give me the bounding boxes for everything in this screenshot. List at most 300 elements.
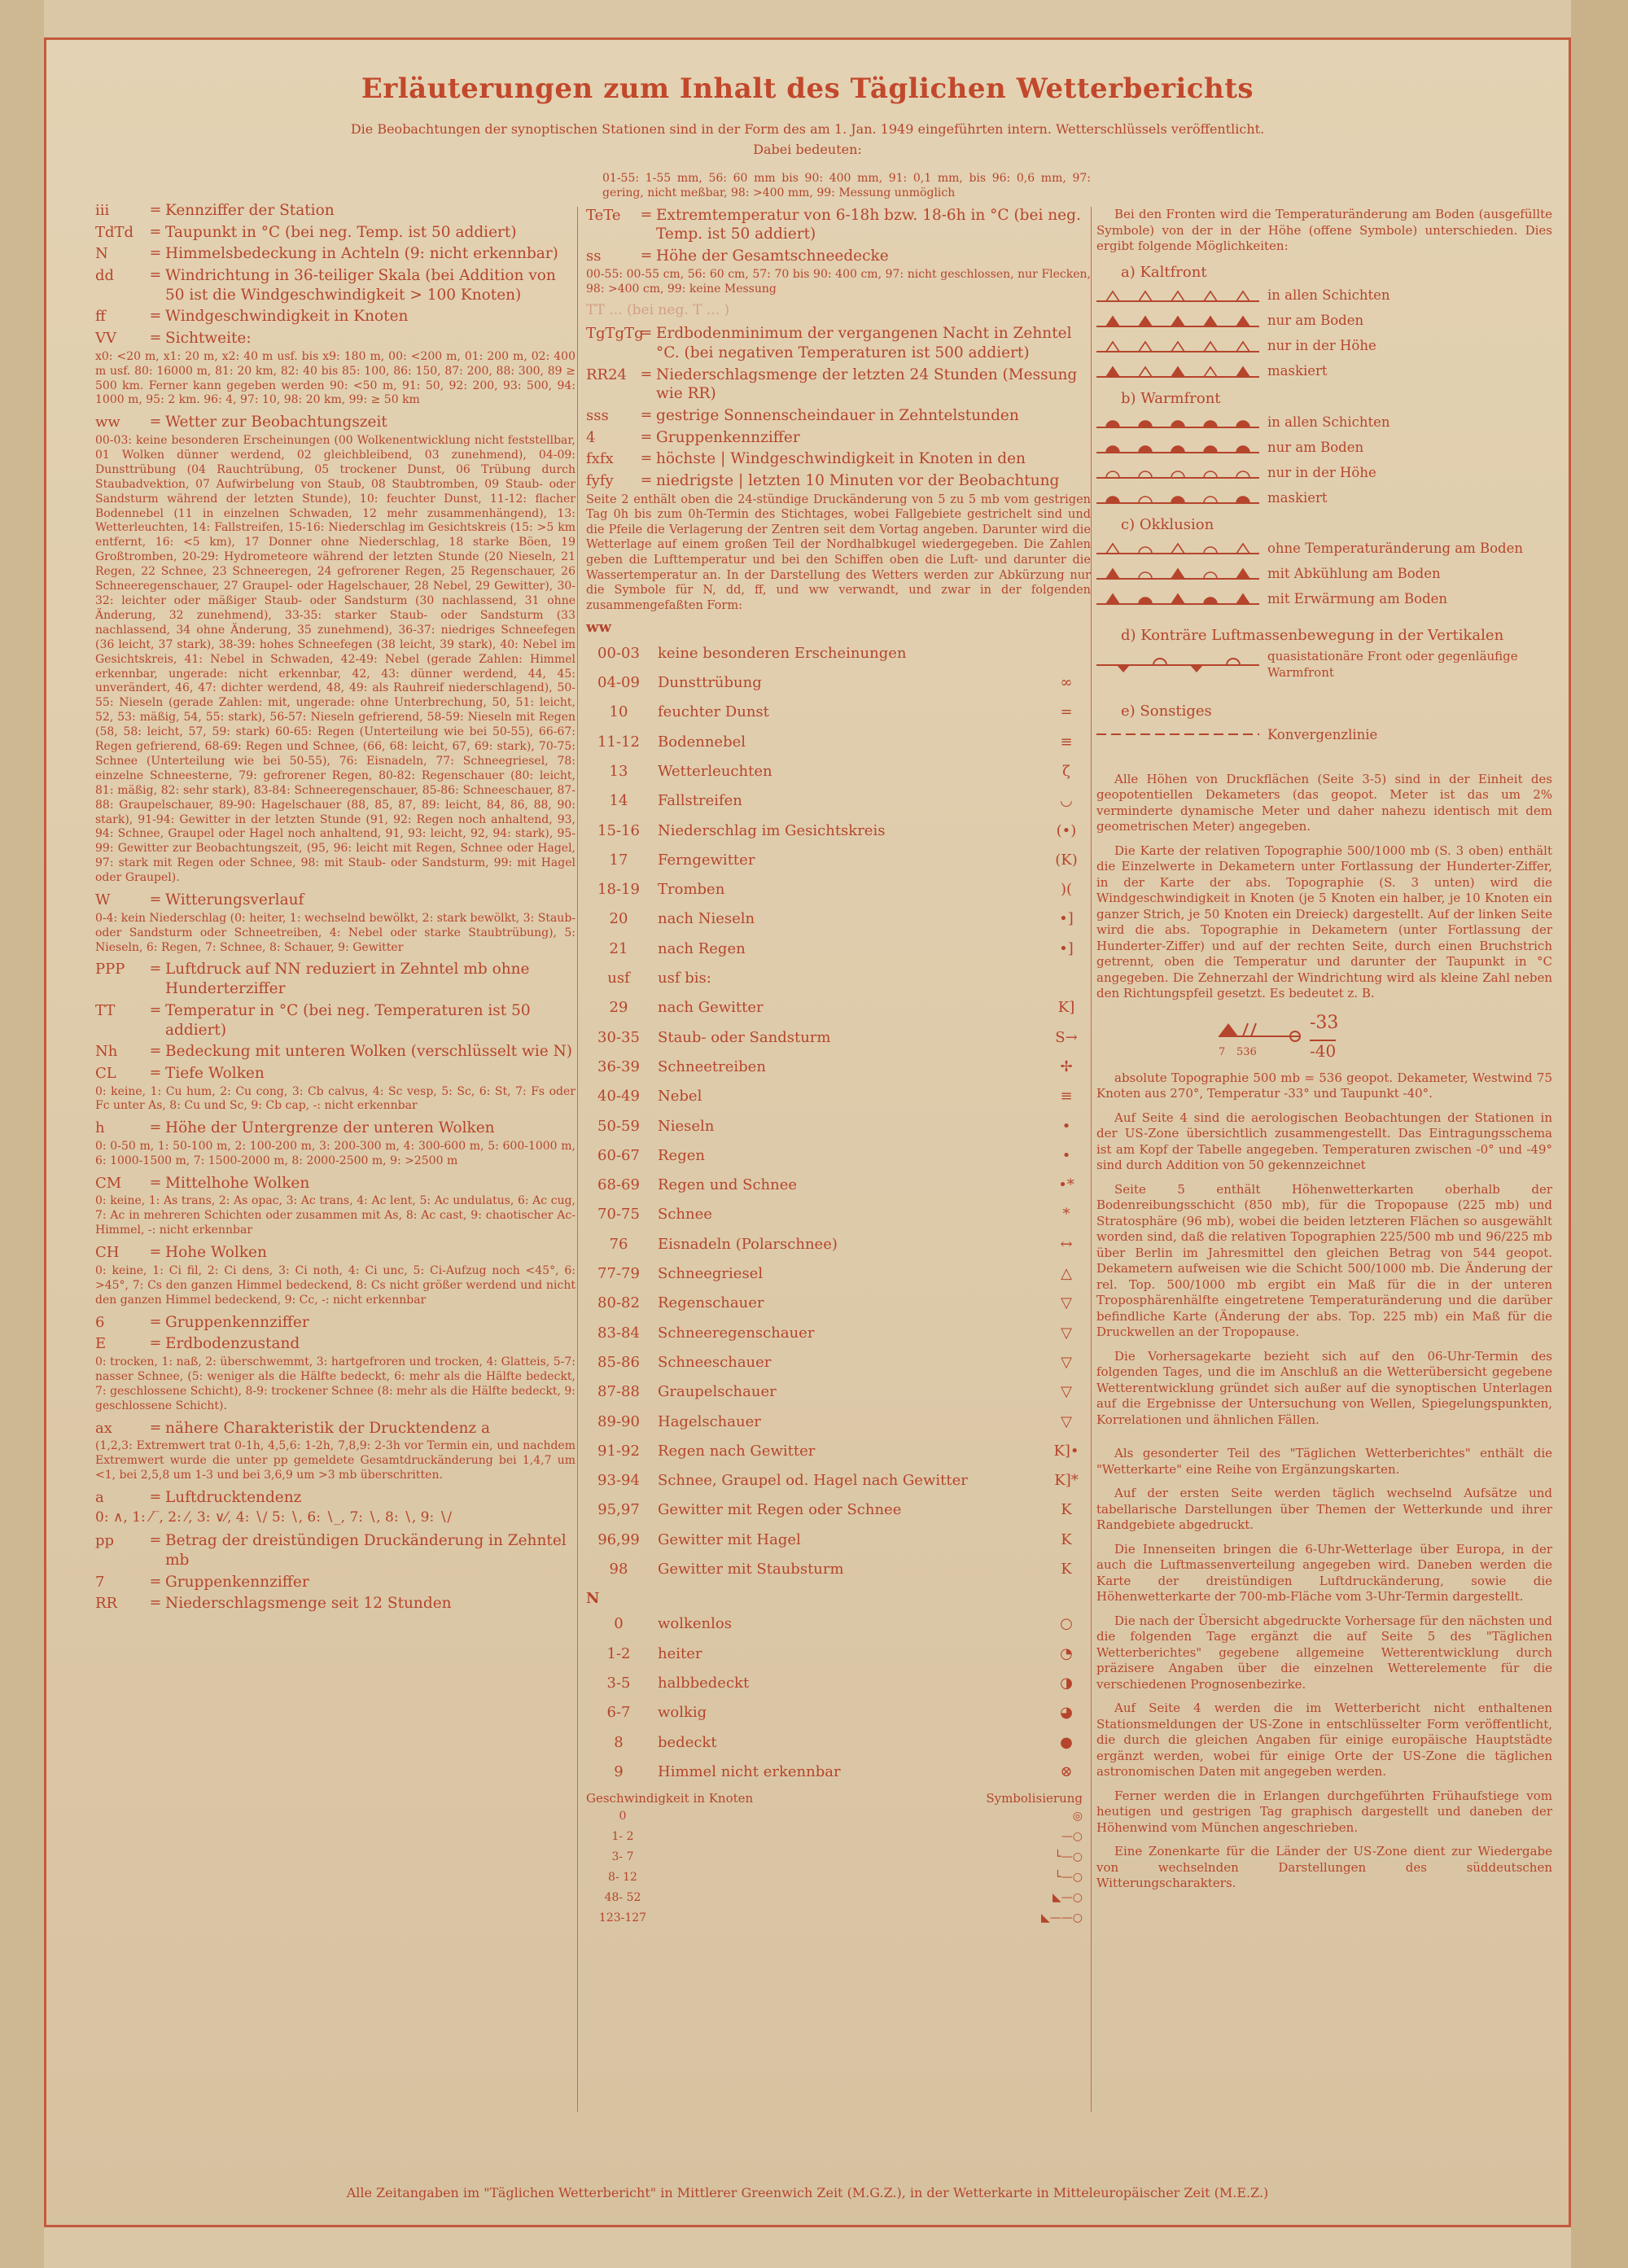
code-number: 40-49 <box>597 1088 640 1106</box>
front-label: nur am Boden <box>1267 439 1364 455</box>
code-entry-CH: CH = Hohe Wolken <box>95 1243 575 1263</box>
weather-symbol-icon: • <box>1061 1117 1071 1135</box>
occlusion-front-row <box>1096 586 1552 611</box>
code-definition: höchste | Windgeschwindigkeit in Knoten in den <box>656 450 1026 468</box>
ss-explanation: 00-55: 00-55 cm, 56: 60 cm, 57: 70 bis 90: 400 cm, 97: nicht geschlossen, nur Flecken, 98: >400 cm, 99: keine Messung <box>586 267 1091 296</box>
page-edge-left <box>0 0 44 2268</box>
faded-entry: TT ... (bei neg. T ... ) <box>586 301 730 318</box>
ww-row <box>586 904 1091 934</box>
code-meaning: Regenschauer <box>658 1294 764 1312</box>
code-symbol: dd <box>95 267 115 285</box>
equals-sign: = <box>149 202 162 218</box>
front-label: nur in der Höhe <box>1267 338 1376 354</box>
code-definition: Betrag der dreistündigen Druckänderung in Zehntel mb <box>165 1532 567 1570</box>
equals-sign: = <box>640 325 653 342</box>
equals-sign: = <box>149 1043 162 1060</box>
code-number: 98 <box>609 1561 628 1578</box>
code-entry <box>95 223 575 243</box>
ww-row <box>586 1347 1091 1377</box>
code-entries-top <box>95 201 575 348</box>
cold-front-heading: a) Kaltfront <box>1121 263 1207 281</box>
code-entry <box>95 329 575 348</box>
cold-front-row <box>1096 334 1552 359</box>
h-explanation: 0: 0-50 m, 1: 50-100 m, 2: 100-200 m, 3: 200-300 m, 4: 300-600 m, 5: 600-1000 m, 6: 1000-1500 m, 7: 1500-2000 m, 8: 2000-2500 m, 9: >2500 m <box>95 1140 575 1167</box>
wind-row <box>586 1868 1091 1889</box>
code-definition: Windgeschwindigkeit in Knoten <box>165 308 409 326</box>
wind-speed: 8- 12 <box>608 1871 637 1885</box>
paragraph-7: Als gesonderter Teil des "Täglichen Wetterberichtes" enthält die "Wetterkarte" eine Reihe von Ergänzungskarten. <box>1096 1446 1552 1477</box>
wind-row <box>586 1848 1091 1868</box>
code-definition: Luftdruck auf NN reduziert in Zehntel mb ohne Hunderterziffer <box>165 961 530 998</box>
code-symbol: 4 <box>586 428 596 446</box>
ww-row <box>586 756 1091 786</box>
paragraph-3: absolute Topographie 500 mb = 536 geopot. Dekameter, Westwind 75 Knoten aus 270°, Temperatur -33° und Taupunkt -40°. <box>1096 1070 1552 1101</box>
front-label: mit Erwärmung am Boden <box>1267 590 1448 606</box>
paragraph-2: Die Karte der relativen Topographie 500/1000 mb (S. 3 oben) enthält die Einzelwerte in Dekametern unter Fortlassung der Hunderter-Ziffer, in der Karte der abs. Topographie (S. 3 unten) wird die Windgeschwindigkeit in Knoten (je 5 Knoten ein halber, je 10 Knoten ein ganzer Strich, je 50 Knoten ein Dreieck) dargestellt. Auf der linken Seite wird die abs. Topographie in Dekametern (unter Fortlassung der Hunderter-Ziffer) und auf der rechten Seite, durch einen Bruchstrich getrennt, oben die Temperatur und darunter der Taupunkt in °C angegeben. Die Zehnerzahl der Windrichtung wird als kleine Zahl neben den Richtungspfeil gesetzt. Es bedeutet z. B. <box>1096 843 1552 1001</box>
code-meaning: Schneeregenschauer <box>658 1324 815 1342</box>
code-entry <box>95 266 575 304</box>
code-number: 93-94 <box>597 1472 640 1490</box>
code-entry-h: h = Höhe der Untergrenze der unteren Wolken <box>95 1119 575 1138</box>
code-meaning: Schnee <box>658 1206 712 1224</box>
CM-explanation: 0: keine, 1: As trans, 2: As opac, 3: Ac trans, 4: Ac lent, 5: Ac undulatus, 6: Ac cug, 7: Ac in mehreren Schichten oder zusammen mit As, 8: Ac cast, 9: chaotischer Ac-Himmel, -: nicht erkennbar <box>95 1194 575 1237</box>
code-definition: Himmelsbedeckung in Achteln (9: nicht erkennbar) <box>165 245 558 263</box>
code-entry <box>586 324 1091 362</box>
equals-sign: = <box>640 366 653 383</box>
code-number: 9 <box>614 1762 624 1780</box>
code-number: 36-39 <box>597 1057 640 1075</box>
code-definition: Witterungsverlauf <box>165 891 304 909</box>
CL-explanation: 0: keine, 1: Cu hum, 2: Cu cong, 3: Cb calvus, 4: Sc vesp, 5: Sc, 6: St, 7: Fs oder Fc unter As, 8: Cu und Sc, 9: Cb cap, -: nicht erkennbar <box>95 1084 575 1113</box>
code-number: 77-79 <box>597 1265 640 1283</box>
convergence-row <box>1096 722 1552 747</box>
code-meaning: Fallstreifen <box>658 792 742 810</box>
wind-row <box>586 1889 1091 1909</box>
cloud-cover-row <box>586 1668 1091 1697</box>
wind-barb-icon: —○ <box>1061 1830 1083 1844</box>
equals-sign: = <box>149 223 162 240</box>
paragraph-11: Auf Seite 4 werden die im Wetterbericht nicht enthaltenen Stationsmeldungen der US-Zone in entschlüsselter Form veröffentlicht, die durch die gleichen Angaben für einige europäische Hauptstädte ergänzt werden, wobei für einige Orte der US-Zone die täglichen astronomischen Daten mit angegeben werden. <box>1096 1701 1552 1780</box>
code-symbol: TdTd <box>95 223 134 241</box>
code-entry <box>586 428 1091 448</box>
code-entry <box>95 1042 575 1062</box>
wind-speed: 3- 7 <box>611 1850 634 1864</box>
code-symbol: 6 <box>95 1313 105 1331</box>
code-meaning: Staub- oder Sandsturm <box>658 1028 831 1046</box>
occlusion-legend <box>1096 536 1552 611</box>
code-symbol: h <box>95 1119 105 1137</box>
equals-sign: = <box>149 1064 162 1081</box>
weather-symbol-icon: •] <box>1059 939 1074 957</box>
code-definition: Gruppenkennziffer <box>165 1573 309 1591</box>
weather-symbol-icon: ◑ <box>1060 1674 1073 1692</box>
code-meaning: feuchter Dunst <box>658 703 769 721</box>
front-label: ohne Temperaturänderung am Boden <box>1267 540 1524 556</box>
code-definition: niedrigste | letzten 10 Minuten vor der Beobachtung <box>656 472 1060 490</box>
weather-symbol-icon: ▽ <box>1061 1383 1072 1401</box>
vv-explanation: x0: <20 m, x1: 20 m, x2: 40 m usf. bis x9: 180 m, 00: <200 m, 01: 200 m, 02: 400 m usf. 80: 16000 m, 81: 20 km, 82: 40 bis 85: 100, 86: 150, 87: 200, 88: 300, 89 ≥ 500 km. Ferner kann gegeben werden 90: <50 m, 91: 50, 92: 200, 93: 500, 94: 1000 m, 95: 2 km. 96: 4, 97: 10, 98: 20 km, 99: ≥ 50 km <box>95 349 575 407</box>
wind-speed: 123-127 <box>598 1911 647 1925</box>
cold-front-icon <box>1096 362 1259 380</box>
a-tendency-symbols: 0: ∧, 1: ⁄‾, 2: ⁄, 3: ∨⁄, 4: ∖∕ 5: ∖, 6: ∖_, 7: ∖, 8: ∖, 9: ∖∕ <box>95 1508 453 1526</box>
document-sheet <box>44 37 1571 2227</box>
code-meaning: Schneegriesel <box>658 1265 764 1283</box>
code-entry <box>586 366 1091 404</box>
code-definition: Niederschlagsmenge seit 12 Stunden <box>165 1595 452 1613</box>
code-number: 3-5 <box>606 1674 631 1692</box>
paragraph-9: Die Innenseiten bringen die 6-Uhr-Wetterlage über Europa, in der auch die Luftmassenverteilung angegeben wird. Daneben werden die Karte der dreistündigen Luftdruckänderung, sowie die Höhenwetterkarte der 700-mb-Fläche vom 3-Uhr-Termin dargestellt. <box>1096 1541 1552 1605</box>
ww-row <box>586 1436 1091 1465</box>
code-symbol: VV <box>95 330 116 348</box>
equals-sign: = <box>149 330 162 347</box>
code-entry <box>586 247 1091 266</box>
front-label: maskiert <box>1267 363 1328 379</box>
code-number: 96,99 <box>597 1530 640 1548</box>
warm-front-legend <box>1096 409 1552 510</box>
code-definition: Sichtweite: <box>165 330 252 348</box>
ww-row <box>586 1289 1091 1318</box>
code-symbol: a <box>95 1488 104 1506</box>
weather-symbol-icon: △ <box>1061 1265 1072 1283</box>
code-meaning: Nebel <box>658 1088 702 1106</box>
warm-front-row <box>1096 485 1552 510</box>
ww-row <box>586 875 1091 904</box>
code-number: 85-86 <box>597 1353 640 1371</box>
code-meaning: Regen <box>658 1146 705 1164</box>
ww-row <box>586 963 1091 992</box>
n-heading: N <box>586 1589 600 1607</box>
occlusion-front-row <box>1096 536 1552 561</box>
weather-symbol-icon: )( <box>1060 881 1073 899</box>
ww-row <box>586 1200 1091 1229</box>
weather-symbol-icon: K] <box>1057 999 1075 1017</box>
code-meaning: usf bis: <box>658 970 711 987</box>
weather-symbol-icon: ● <box>1060 1733 1073 1751</box>
footer-note: Alle Zeitangaben im "Täglichen Wetterbericht" in Mittlerer Greenwich Zeit (M.G.Z.), in der Wetterkarte in Mitteleuropäischer Zeit (M.E.Z.) <box>346 2185 1269 2200</box>
code-meaning: bedeckt <box>658 1733 717 1751</box>
code-number: 11-12 <box>597 733 640 751</box>
code-meaning: Schneeschauer <box>658 1353 772 1371</box>
code-symbol: TeTe <box>586 206 621 224</box>
code-meaning: Bodennebel <box>658 733 746 751</box>
convergence-label: Konvergenzlinie <box>1267 726 1378 742</box>
wind-row <box>586 1807 1091 1828</box>
weather-symbol-icon: ◔ <box>1060 1644 1073 1662</box>
station-model-example <box>1096 1010 1552 1062</box>
code-entries-col2-middle <box>586 324 1091 490</box>
code-number: 13 <box>609 762 628 780</box>
code-number: 76 <box>609 1235 628 1253</box>
code-symbol: Nh <box>95 1043 118 1061</box>
code-meaning: Gewitter mit Hagel <box>658 1530 801 1548</box>
equals-sign: = <box>149 267 162 284</box>
code-meaning: Nieseln <box>658 1117 715 1135</box>
code-entry <box>95 1001 575 1040</box>
code-symbol: ww <box>95 414 120 431</box>
code-meaning: Gewitter mit Regen oder Schnee <box>658 1501 902 1519</box>
ww-symbol-table <box>586 638 1091 1584</box>
code-entry-ax: ax = nähere Charakteristik der Drucktendenz a <box>95 1419 575 1438</box>
ww-row <box>586 1082 1091 1111</box>
cloud-cover-row <box>586 1609 1091 1639</box>
code-number: 20 <box>609 910 628 928</box>
W-explanation: 0-4: kein Niederschlag (0: heiter, 1: wechselnd bewölkt, 2: stark bewölkt, 3: Staub- oder Sandsturm oder Schneetreiben, 4: Nebel oder starke Staubtrübung), 5: Nieseln, 6: Regen, 7: Schnee, 8: Schauer, 9: Gewitter <box>95 911 576 954</box>
example-height: 536 <box>1236 1045 1257 1058</box>
ww-row <box>586 993 1091 1022</box>
code-symbol: RR24 <box>586 366 628 383</box>
weather-symbol-icon: K <box>1061 1501 1072 1519</box>
code-definition: gestrige Sonnenscheindauer in Zehntelstunden <box>656 407 1019 425</box>
warm-front-row <box>1096 409 1552 435</box>
code-symbol: 7 <box>95 1573 105 1591</box>
code-meaning: Dunsttrübung <box>658 674 762 692</box>
ww-row <box>586 638 1091 668</box>
ww-row <box>586 1495 1091 1525</box>
code-number: 8 <box>614 1733 624 1751</box>
code-definition: Erdbodenminimum der vergangenen Nacht in Zehntel °C. (bei negativen Temperaturen ist 500 addiert) <box>656 325 1072 362</box>
equals-sign: = <box>149 1595 162 1612</box>
code-number: 6-7 <box>606 1704 631 1722</box>
weather-symbol-icon: ◕ <box>1060 1704 1073 1722</box>
wind-table-header <box>586 1791 1091 1806</box>
wind-barb-icon: ◣—○ <box>1053 1891 1083 1905</box>
code-meaning: nach Gewitter <box>658 999 764 1017</box>
code-symbol: ax <box>95 1419 112 1437</box>
code-number: 70-75 <box>597 1206 640 1224</box>
code-entries-bottom <box>95 1531 575 1613</box>
code-entry-W: W = Witterungsverlauf <box>95 891 575 910</box>
code-definition: Taupunkt in °C (bei neg. Temp. ist 50 addiert) <box>165 223 517 241</box>
code-symbol: ff <box>95 308 106 326</box>
occlusion-front-icon <box>1096 564 1259 582</box>
weather-symbol-icon: = <box>1060 703 1073 721</box>
ww-row <box>586 816 1091 845</box>
code-definition: Hohe Wolken <box>165 1244 267 1262</box>
code-entry <box>95 307 575 326</box>
front-label: in allen Schichten <box>1267 414 1390 430</box>
code-meaning: Himmel nicht erkennbar <box>658 1762 841 1780</box>
code-number: 50-59 <box>597 1117 640 1135</box>
code-entry <box>586 206 1091 244</box>
example-direction: 7 <box>1219 1045 1226 1058</box>
stationary-front-icon <box>1096 655 1259 676</box>
code-symbol: ss <box>586 247 602 265</box>
code-meaning: Tromben <box>658 881 725 899</box>
page-subtitle-2: Dabei bedeuten: <box>753 142 862 157</box>
ww-row <box>586 1111 1091 1141</box>
code-number: 95,97 <box>597 1501 640 1519</box>
code-number: 18-19 <box>597 881 640 899</box>
code-meaning: Hagelschauer <box>658 1412 761 1430</box>
code-meaning: nach Nieseln <box>658 910 755 928</box>
weather-symbol-icon: •* <box>1058 1176 1074 1194</box>
code-number: 80-82 <box>597 1294 640 1312</box>
code-symbol: N <box>95 245 108 263</box>
code-number: 1-2 <box>606 1644 631 1662</box>
example-temperature: -33 <box>1310 1012 1339 1033</box>
weather-symbol-icon: ↔ <box>1060 1235 1073 1253</box>
warm-front-heading: b) Warmfront <box>1121 389 1221 407</box>
code-number: 04-09 <box>597 674 640 692</box>
code-definition: Bedeckung mit unteren Wolken (verschlüsselt wie N) <box>165 1043 573 1061</box>
code-meaning: Regen nach Gewitter <box>658 1442 816 1460</box>
code-symbol: TgTgTg <box>586 325 644 343</box>
warm-front-icon <box>1096 488 1259 506</box>
code-entry <box>95 201 575 221</box>
code-definition: Gruppenkennziffer <box>656 428 800 446</box>
ww-row <box>586 1377 1091 1407</box>
warm-front-row <box>1096 435 1552 460</box>
weather-symbol-icon: ▽ <box>1061 1324 1072 1342</box>
front-label: maskiert <box>1267 489 1328 506</box>
column-2 <box>586 170 1091 1929</box>
code-number: 21 <box>609 939 628 957</box>
code-entry <box>586 471 1091 491</box>
code-definition: Temperatur in °C (bei neg. Temperaturen ist 50 addiert) <box>165 1001 531 1039</box>
cold-front-row <box>1096 283 1552 309</box>
wind-speed: 1- 2 <box>611 1830 634 1844</box>
code-number: 87-88 <box>597 1383 640 1401</box>
weather-symbol-icon: K <box>1061 1530 1072 1548</box>
code-symbol: iii <box>95 202 110 219</box>
ww-row <box>586 1141 1091 1170</box>
ww-row <box>586 668 1091 697</box>
wind-symbol-heading: Symbolisierung <box>986 1791 1083 1806</box>
cloud-cover-row <box>586 1757 1091 1786</box>
code-definition: Erdbodenzustand <box>165 1335 300 1353</box>
n-symbol-table <box>586 1609 1091 1787</box>
occlusion-front-icon <box>1096 589 1259 607</box>
ww-row <box>586 786 1091 816</box>
weather-symbol-icon: K <box>1061 1561 1072 1578</box>
code-number: 10 <box>609 703 628 721</box>
equals-sign: = <box>149 245 162 262</box>
cold-front-icon <box>1096 312 1259 330</box>
warm-front-icon <box>1096 463 1259 481</box>
code-meaning: Schneetreiben <box>658 1057 766 1075</box>
weather-symbol-icon: •] <box>1059 910 1074 928</box>
contrary-airmass-heading: d) Konträre Luftmassenbewegung in der Vertikalen <box>1121 626 1504 644</box>
weather-symbol-icon: ≡ <box>1060 733 1073 751</box>
code-definition: nähere Charakteristik der Drucktendenz a <box>165 1419 491 1437</box>
weather-symbol-icon: ∞ <box>1060 674 1073 692</box>
weather-symbol-icon: (K) <box>1055 851 1078 869</box>
column-1 <box>95 199 575 1613</box>
code-meaning: heiter <box>658 1644 702 1662</box>
paragraph-4: Auf Seite 4 sind die aerologischen Beobachtungen der Stationen in der US-Zone übersichtlich zusammengestellt. Das Eintragungsschema ist am Kopf der Tabelle angegeben. Temperaturen zwischen -0° und -49° sind durch Addition von 50 gekennzeichnet <box>1096 1110 1552 1173</box>
convergence-line-icon <box>1096 728 1259 741</box>
code-meaning: Eisnadeln (Polarschnee) <box>658 1235 838 1253</box>
cold-front-icon <box>1096 287 1259 304</box>
ax-explanation: (1,2,3: Extremwert trat 0-1h, 4,5,6: 1-2h, 7,8,9: 2-3h vor Termin ein, und nachdem Extremwert wurde die unter pp gemeldete Gesamtdruckänderung bei 1,4,7 um <1, bei 2,5,8 um 1-3 und bei 3,6,9 um >3 mb überschritten. <box>95 1439 575 1482</box>
code-entry <box>586 449 1091 469</box>
wind-row <box>586 1909 1091 1929</box>
stationary-front-row <box>1096 646 1552 684</box>
warm-front-icon <box>1096 413 1259 431</box>
code-number: 17 <box>609 851 628 869</box>
ww-row <box>586 1259 1091 1288</box>
code-meaning: Regen und Schnee <box>658 1176 798 1194</box>
ww-row <box>586 727 1091 756</box>
front-label: in allen Schichten <box>1267 287 1390 304</box>
code-entries-middle <box>95 960 575 1083</box>
ww-explanation: 00-03: keine besonderen Erscheinungen (00 Wolkenentwicklung nicht feststellbar, 01 Wolken dünner werdend, 02 gleichbleibend, 03 zunehmend), 04-09: Dunsttrübung (04 Rauchtrübung, 05 trockener Dunst, 06 Trübung durch Staubadvektion, 07 Aufwirbelung von Staub, 08 Staubtromben, 09 Staub- oder Sandsturm während der letzten Stunde), 10: feuchter Dunst, 11-12: flacher Bodennebel (11 in einzelnen Schwaden, 12 mehr zusammenhängend), 13: Wetterleuchten, 14: Fallstreifen, 15-16: Niederschlag im Gesichtskreis (15: >5 km entfernt, 16: <5 km), 17 Donner ohne Niederschlag, 18 starke Böen, 19 Großtromben, 20-29: Hydrometeore während der letzten Stunde (20 Nieseln, 21 Regen, 22 Schnee, 23 Schneeregen, 24 gefrorener Regen, 25 Regenschauer, 26 Schneeregenschauer, 27 Graupel- oder Hagelschauer, 28 Nebel, 29 Gewitter), 30-32: leichter oder mäßiger Staub- oder Sandsturm (30 nachlassend, 31 ohne Änderung, 32 zunehmend), 33-35: starker Staub- oder Sandsturm (33 nachlassend, 34 ohne Änderung, 35 zunehmend), 36-37: niedriges Schneefegen (36 leicht, 37 stark), 38-39: hohes Schneefegen (38 leicht, 39 stark), 40: Nebel im Gesichtskreis, 41: Nebel in Schwaden, 42-49: Nebel (gerade Zahlen: Himmel erkennbar, ungerade: nicht erkennbar, 42, 43: dünner werdend, 44, 45: unverändert, 46, 47: dichter werdend, 48, 49: als Rauhreif niederschlagend), 50-55: Nieseln (gerade Zahlen: mit, ungerade: ohne Unterbrechung, 50, 51: leicht, 52, 53: mäßig, 54, 55: stark), 56-57: Nieseln gefrierend, 58-59: Nieseln mit Regen (58, 58: leicht, 57, 59: stark) 60-65: Regen (Unterteilung wie bei 50-55), 66-67: Regen gefrierend, 68-69: Regen und Schnee, (66, 68: leicht, 67, 69: stark), 70-75: Schnee (Unterteilung wie bei 50-55), 76: Eisnadeln, 77: Schneegriesel, 78: einzelne Schneesterne, 79: gefrorener Regen, 80-82: Regenschauer (80: leicht, 81: mäßig, 82: sehr stark), 83-84: Schneeregenschauer, 85-86: Schneeschauer, 87-88: Graupelschauer, 89-90: Hagelschauer (88, 85, 87, 89: leicht, 84, 86, 88, 90: stark), 91-94: Gewitter in der letzten Stunde (91, 92: Regen noch anhaltend, 93, 94: Schnee, Graupel oder Hagel noch anhaltend, 91, 93: leicht, 92, 94: stark), 95-99: Gewitter zur Beobachtungszeit, (95, 96: leicht mit Regen, Schnee oder Hagel, 97: stark mit Regen oder Schnee, 98: mit Staub- oder Sandsturm, 99: mit Hagel oder Graupel). <box>95 434 575 885</box>
equals-sign: = <box>640 450 653 467</box>
code-symbol: TT <box>95 1001 116 1019</box>
ww-row <box>586 934 1091 963</box>
wind-speed: 0 <box>619 1810 627 1824</box>
warm-front-row <box>1096 460 1552 485</box>
cold-front-row <box>1096 309 1552 334</box>
paragraph-13: Eine Zonenkarte für die Länder der US-Zone dient zur Wiedergabe von wechselnden Darstellungen des süddeutschen Witterungscharakters. <box>1096 1844 1552 1891</box>
weather-symbol-icon: * <box>1062 1206 1070 1224</box>
code-number: 0 <box>614 1615 624 1633</box>
code-number: 83-84 <box>597 1324 640 1342</box>
equals-sign: = <box>640 247 653 265</box>
fronts-intro: Bei den Fronten wird die Temperaturänderung am Boden (ausgefüllte Symbole) von der in der Höhe (offene Symbole) unterschieden. Dies ergibt folgende Möglichkeiten: <box>1096 207 1552 253</box>
code-symbol: RR <box>95 1595 118 1613</box>
code-meaning: Wetterleuchten <box>658 762 772 780</box>
cold-front-row <box>1096 359 1552 384</box>
code-definition: Niederschlagsmenge der letzten 24 Stunden (Messung wie RR) <box>656 366 1078 403</box>
code-meaning: keine besonderen Erscheinungen <box>658 644 907 662</box>
paragraph-8: Auf der ersten Seite werden täglich wechselnd Aufsätze und tabellarische Darstellungen über Themen der Wetterkunde und ihrer Randgebiete abgedruckt. <box>1096 1486 1552 1533</box>
equals-sign: = <box>149 1001 162 1018</box>
wind-barb-icon: ◣——○ <box>1041 1911 1083 1925</box>
code-symbol: pp <box>95 1532 115 1550</box>
weather-symbol-icon: K]• <box>1053 1442 1079 1460</box>
ww-row <box>586 845 1091 874</box>
code-definition: Extremtemperatur von 6-18h bzw. 18-6h in °C (bei neg. Temp. ist 50 addiert) <box>656 206 1081 243</box>
code-symbol: fxfx <box>586 450 614 468</box>
page-subtitle: Die Beobachtungen der synoptischen Stationen sind in der Form des am 1. Jan. 1949 eingeführten intern. Wetterschlüssels veröffentlicht. <box>350 121 1265 137</box>
equals-sign: = <box>640 206 653 223</box>
code-symbol: sss <box>586 407 609 425</box>
code-meaning: Niederschlag im Gesichtskreis <box>658 821 886 839</box>
code-entry <box>95 1573 575 1592</box>
code-definition: Mittelhohe Wolken <box>165 1174 310 1192</box>
occlusion-front-row <box>1096 561 1552 586</box>
weather-symbol-icon: ▽ <box>1061 1353 1072 1371</box>
cloud-cover-row <box>586 1727 1091 1757</box>
code-definition: Tiefe Wolken <box>165 1064 265 1082</box>
code-entry-E: E = Erdbodenzustand <box>95 1334 575 1354</box>
code-number: 68-69 <box>597 1176 640 1194</box>
code-meaning: nach Regen <box>658 939 746 957</box>
weather-symbol-icon: K]* <box>1054 1472 1079 1490</box>
column-divider-1 <box>577 207 578 2112</box>
ww-row <box>586 1525 1091 1554</box>
code-entry <box>95 1531 575 1570</box>
code-definition: Höhe der Gesamtschneedecke <box>656 247 889 265</box>
front-label: nur am Boden <box>1267 313 1364 329</box>
paragraph-5: Seite 5 enthält Höhenwetterkarten oberhalb der Bodenreibungsschicht (850 mb), für die Tropopause (225 mb) und Stratosphäre (96 mb), wobei die beiden letzteren Flächen so ausgewählt worden sind, daß die relativen Topographien 225/500 mb und 96/225 mb über Berlin im Jahresmittel den gleichen Betrag von 544 geopot. Dekametern aufweisen wie die Schicht 500/1000 mb. Die Änderung der rel. Top. 500/1000 mb ergibt ein Maß für die in der unteren Troposphärenhälfte eingetretene Temperaturänderung und die darüber befindliche Karte (Änderung der abs. Top. 225 mb) ein Maß für die Druckwellen an der Tropopause. <box>1096 1181 1552 1340</box>
code-meaning: Schnee, Graupel od. Hagel nach Gewitter <box>658 1472 968 1490</box>
code-symbol: fyfy <box>586 472 614 490</box>
ww-row <box>586 1229 1091 1259</box>
code-number: 30-35 <box>597 1028 640 1046</box>
ww-row <box>586 1554 1091 1583</box>
wind-speed: 48- 52 <box>604 1891 641 1905</box>
warm-front-icon <box>1096 438 1259 456</box>
wind-row <box>586 1828 1091 1848</box>
code-entry-ww: ww = Wetter zur Beobachtungszeit <box>95 413 575 432</box>
occlusion-heading: c) Okklusion <box>1121 515 1214 533</box>
code-number: 00-03 <box>597 644 640 662</box>
weather-symbol-icon: S→ <box>1055 1028 1078 1046</box>
code-number: 14 <box>609 792 628 810</box>
ww-row <box>586 1022 1091 1052</box>
